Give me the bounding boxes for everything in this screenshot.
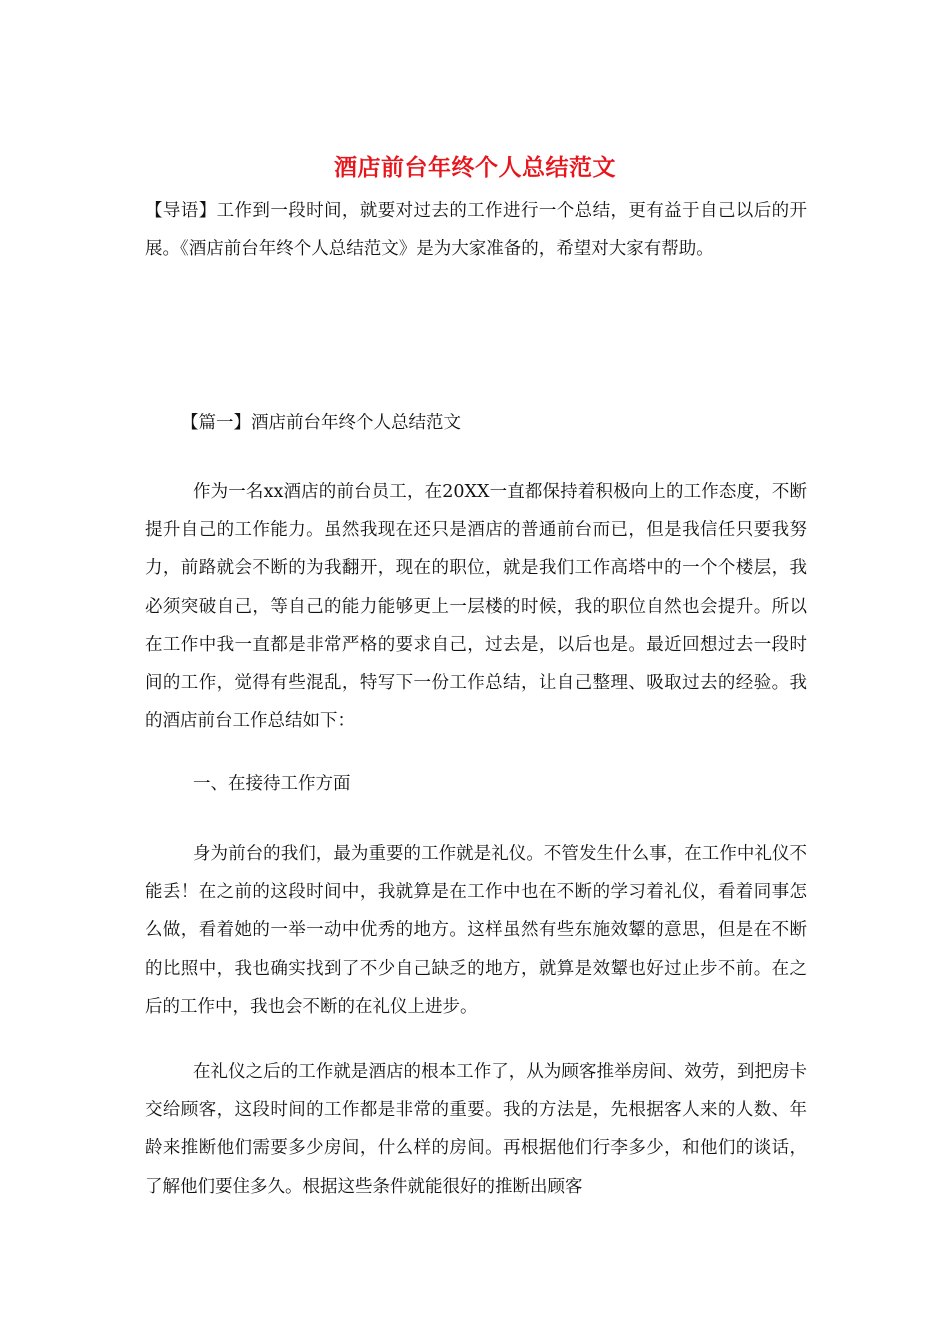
- body-paragraph-2: 身为前台的我们，最为重要的工作就是礼仪。不管发生什么事，在工作中礼仪不能丢！在之前的这段时间中，我就算是在工作中也在不断的学习着礼仪，看着同事怎么做，看着她的一举一动中优秀的地方。这样虽然有些东施效颦的意思，但是在不断的比照中，我也确实找到了不少自己缺乏的地方，就算是效颦也好过止步不前。在之后的工作中，我也会不断的在礼仪上进步。: [145, 844, 807, 1017]
- intro-paragraph: 【导语】工作到一段时间，就要对过去的工作进行一个总结，更有益于自己以后的开展。《酒店前台年终个人总结范文》是为大家准备的，希望对大家有帮助。: [145, 201, 807, 260]
- body-paragraph-3: 在礼仪之后的工作就是酒店的根本工作了，从为顾客推举房间、效劳，到把房卡交给顾客，这段时间的工作都是非常的重要。我的方法是，先根据客人来的人数、年龄来推断他们需要多少房间，什么样的房间。再根据他们行李多少，和他们的谈话，了解他们要住多久。根据这些条件就能很好的推断出顾客: [145, 1062, 807, 1197]
- document-title: 酒店前台年终个人总结范文: [334, 154, 616, 181]
- section-heading: 【篇一】酒店前台年终个人总结范文: [181, 413, 461, 433]
- body-paragraph-1: 作为一名xx酒店的前台员工，在20XX一直都保持着积极向上的工作态度，不断提升自己的工作能力。虽然我现在还只是酒店的普通前台而已，但是我信任只要我努力，前路就会不断的为我翻开，现在的职位，就是我们工作高塔中的一个个楼层，我必须突破自己，等自己的能力能够更上一层楼的时候，我的职位自然也会提升。所以在工作中我一直都是非常严格的要求自己，过去是，以后也是。最近回想过去一段时间的工作，觉得有些混乱，特写下一份工作总结，让自己整理、吸取过去的经验。我的酒店前台工作总结如下：: [145, 482, 807, 732]
- subheading-reception-work: 一、在接待工作方面: [193, 774, 351, 794]
